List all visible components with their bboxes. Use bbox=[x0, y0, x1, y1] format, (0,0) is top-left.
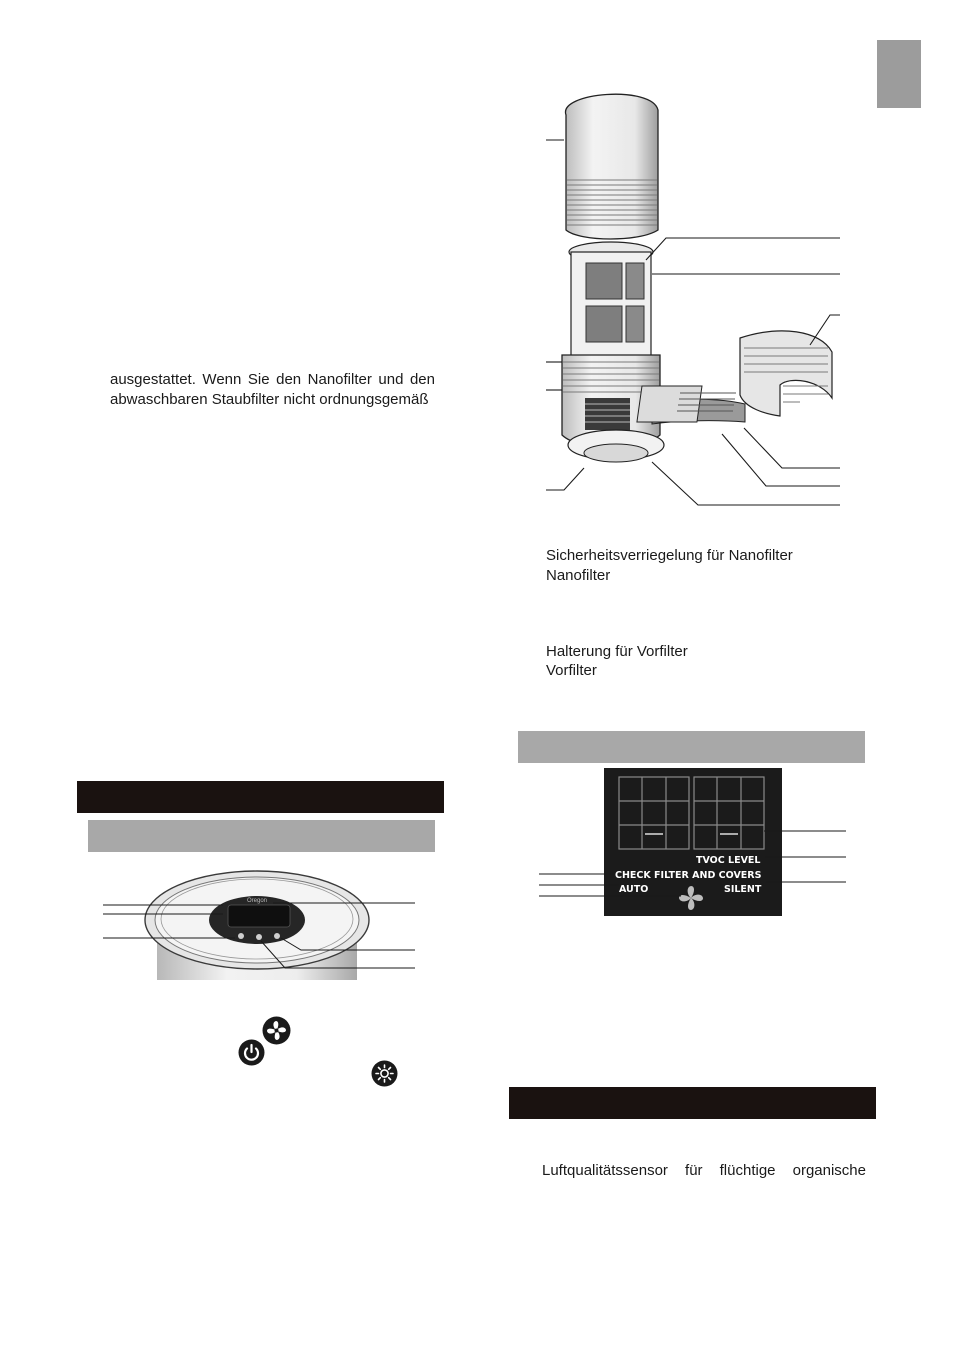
sensor-description-line: Luftqualitätssensor für flüchtige organische bbox=[542, 1162, 866, 1179]
paragraph-line-1: ausgestattet. Wenn Sie den Nanofilter und den bbox=[110, 371, 435, 388]
legend-item-2: Nanofilter bbox=[546, 567, 611, 584]
subsection-header-bar-left bbox=[88, 820, 435, 852]
fan-icon bbox=[262, 1016, 291, 1045]
paragraph-line-2: abwaschbaren Staubfilter nicht ordnungsgemäß bbox=[110, 391, 429, 408]
lcd-check-filter-label: CHECK FILTER AND COVERS bbox=[615, 870, 762, 881]
subsection-header-bar-right bbox=[518, 731, 865, 763]
control-panel-illustration bbox=[95, 862, 430, 987]
brightness-icon bbox=[371, 1060, 398, 1087]
section-header-bar-left bbox=[77, 781, 444, 813]
power-touch-button[interactable] bbox=[256, 934, 262, 940]
lcd-silent-label: SILENT bbox=[724, 884, 762, 895]
legend-item-3: Halterung für Vorfilter bbox=[546, 643, 688, 660]
power-icon bbox=[238, 1039, 265, 1066]
brand-mark: Oregon bbox=[246, 898, 268, 904]
section-header-bar-right bbox=[509, 1087, 876, 1119]
brightness-touch-button[interactable] bbox=[274, 933, 280, 939]
lcd-display-illustration bbox=[535, 766, 850, 918]
legend-item-1: Sicherheitsverriegelung für Nanofilter bbox=[546, 547, 793, 564]
language-tab bbox=[877, 40, 921, 108]
lcd-auto-label: AUTO bbox=[619, 884, 649, 895]
exploded-parts-diagram bbox=[540, 80, 845, 515]
legend-item-4: Vorfilter bbox=[546, 662, 597, 679]
fan-touch-button[interactable] bbox=[238, 933, 244, 939]
lcd-tvoc-level-label: TVOC LEVEL bbox=[696, 855, 761, 866]
